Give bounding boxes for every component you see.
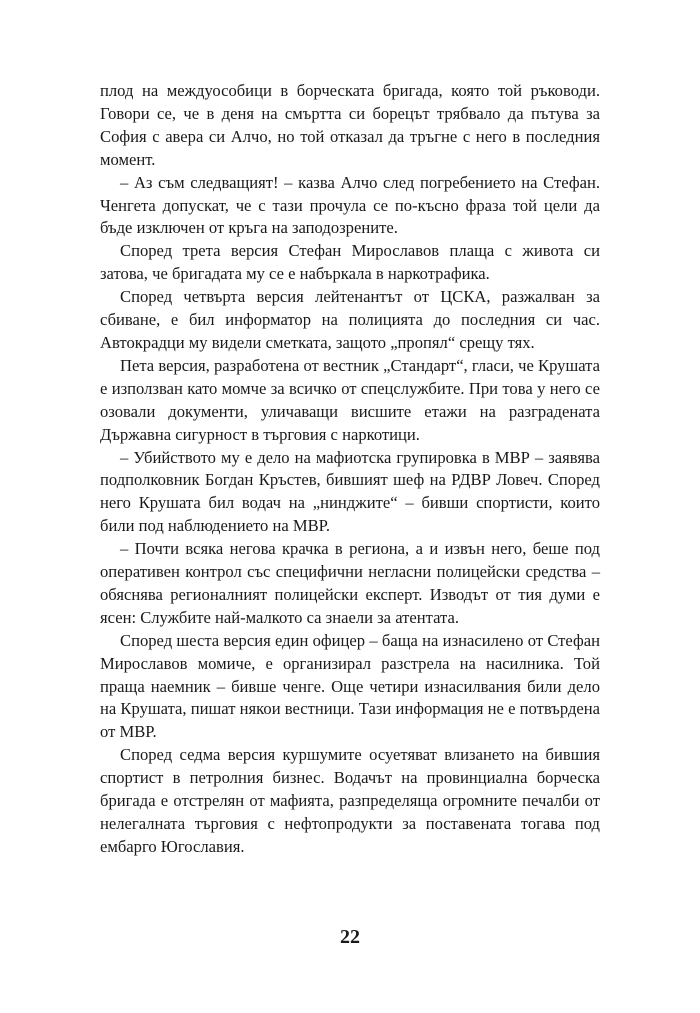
paragraph-3: Според трета версия Стефан Мирославов плаща с живота си затова, че бригадата му се е набъркала в наркотрафика. — [100, 241, 600, 284]
paragraph-2: – Аз съм следващият! – казва Алчо след погребението на Стефан. Ченгета допускат, че с тази прочула се по-късно фраза той цели да бъде изключен от кръга на заподозрените. — [100, 172, 600, 238]
paragraph-7: – Почти всяка негова крачка в региона, а и извън него, беше под оперативен контрол със специфични негласни полицейски средства – обяснява регионалният полицейски експерт. Изводът от тия думи е ясен: Службите най-малкото са знаели за атентата. — [100, 539, 600, 627]
paragraph-9: Според седма версия куршумите осуетяват влизането на бившия спортист в петролния бизнес. Водачът на провинциална борческа бригада е отстрелян от мафията, разпределяща огромните печалби от нелегалната търговия с нефтопродукти за поставената тогава под ембарго Югославия. — [100, 745, 600, 856]
body-text — [100, 80, 600, 859]
paragraph-8: Според шеста версия един офицер – баща на изнасилено от Стефан Мирославов момиче, е организирал разстрела на насилника. Той праща наемник – бивше ченге. Още четири изнасилвания били дело на Крушата, пишат някои вестници. Тази информация не е потвърдена от МВР. — [100, 630, 600, 742]
paragraph-1: плод на междуособици в борческата бригада, която той ръководи. Говори се, че в деня на смъртта си борецът трябвало да пътува за София с авера си Алчо, но той отказал да тръгне с него в последния момент. — [100, 81, 600, 169]
paragraph-6: – Убийството му е дело на мафиотска групировка в МВР – заявява подполковник Богдан Кръстев, бившият шеф на РДВР Ловеч. Според него Крушата бил водач на „нинджите“ – бивши спортисти, които били под наблюдението на МВР. — [100, 447, 600, 536]
page-number: 22 — [340, 926, 360, 948]
paragraph-4: Според четвърта версия лейтенантът от ЦСКА, разжалван за сбиване, е бил информатор на полицията до последния си час. Автокрадци му видели сметката, защото „пропял“ срещу тях. — [100, 287, 600, 352]
paragraph-5: Пета версия, разработена от вестник „Стандарт“, гласи, че Крушата е използван като момче за всичко от спецслужбите. При това у него се озовали документи, уличаващи висшите етажи на разградената Държавна сигурност в търговия с наркотици. — [100, 355, 600, 444]
